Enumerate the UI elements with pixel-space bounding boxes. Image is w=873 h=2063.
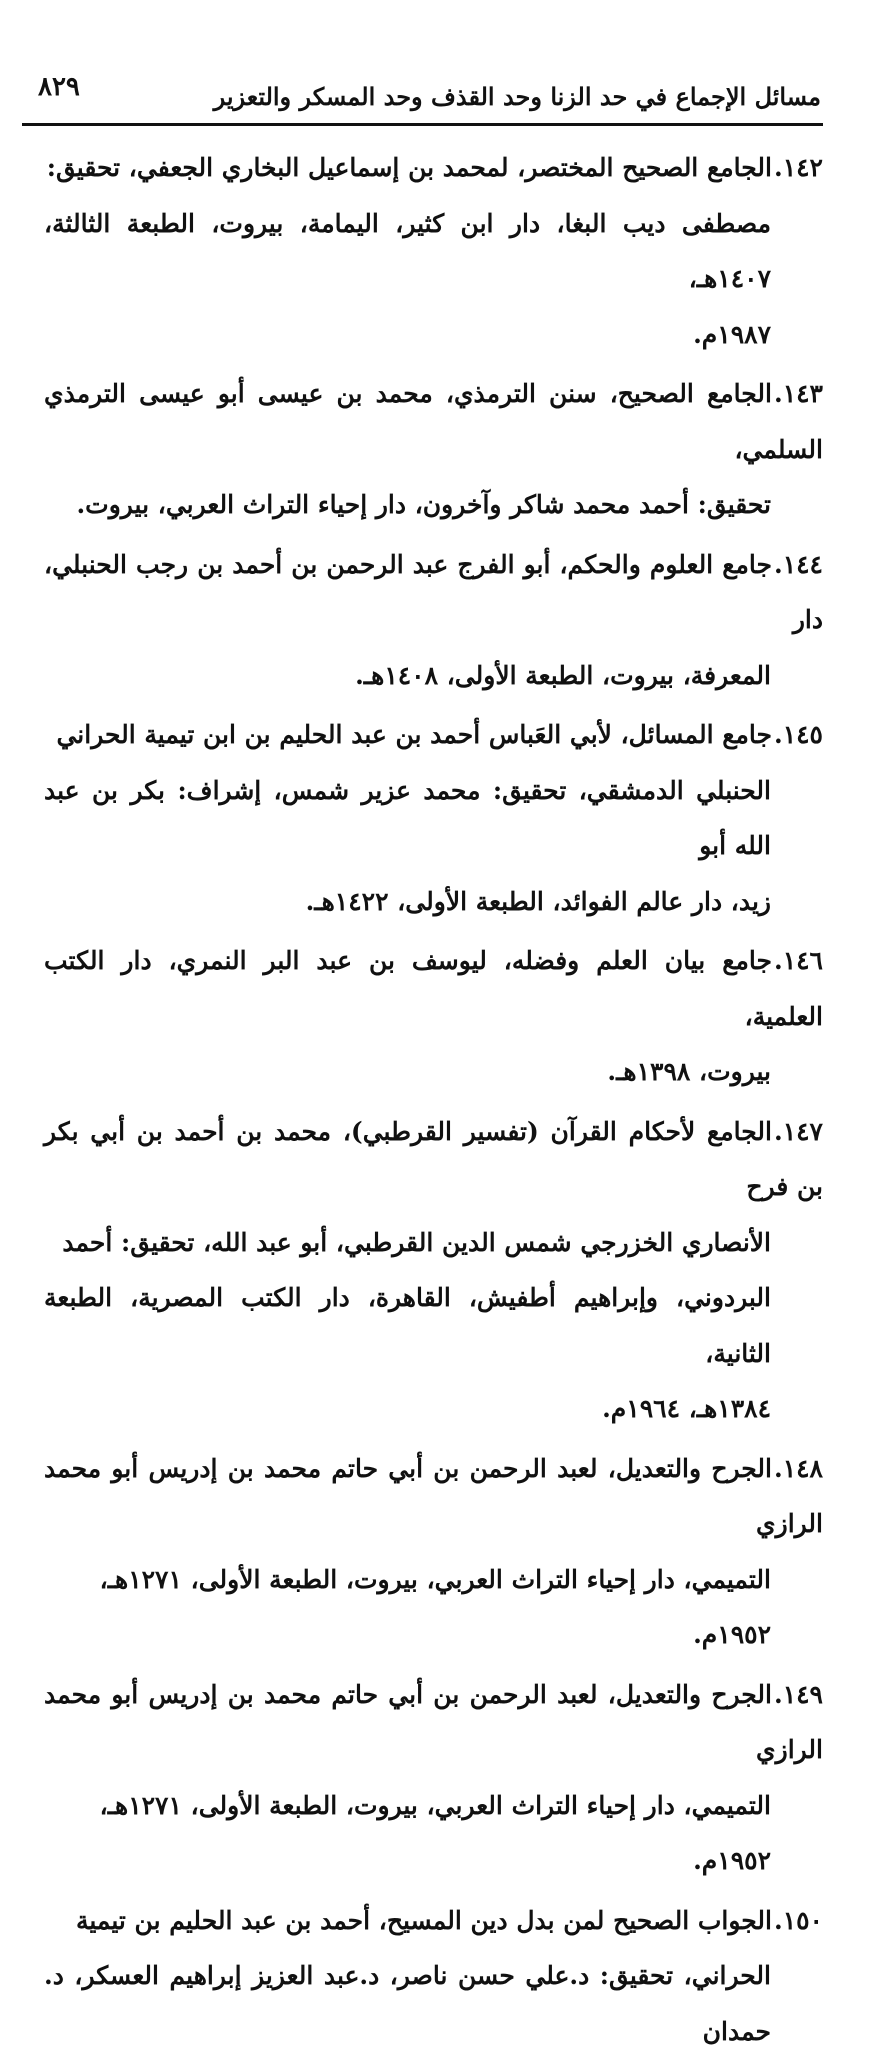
entry-line: ١٩٥٢م.: [693, 1620, 771, 1649]
running-title: مسائل الإجماع في حد الزنا وحد القذف وحد المسكر والتعزير: [213, 82, 821, 111]
entry-number: ١٤٨.: [773, 1453, 823, 1483]
entry-number: ١٤٧.: [773, 1116, 823, 1146]
bibliography-entry-143: [44, 366, 823, 533]
entry-line: جامع بيان العلم وفضله، ليوسف بن عبد البر النمري، دار الكتب العلمية،: [44, 946, 823, 1031]
page-number: ٨٢٩: [38, 72, 80, 102]
entry-line: الحنبلي الدمشقي، تحقيق: محمد عزير شمس، إشراف: بكر بن عبد الله أبو: [44, 775, 771, 860]
entry-line: جامع العلوم والحكم، أبو الفرج عبد الرحمن بن أحمد بن رجب الحنبلي، دار: [44, 549, 823, 634]
entry-line: التميمي، دار إحياء التراث العربي، بيروت، الطبعة الأولى، ١٢٧١هـ،: [99, 1790, 771, 1820]
bibliography-entry-146: [44, 933, 823, 1100]
entry-line: الجامع الصحيح المختصر، لمحمد بن إسماعيل البخاري الجعفي، تحقيق:: [46, 153, 772, 182]
bibliography-entry-147: [44, 1104, 823, 1437]
entry-number: ١٤٥.: [773, 720, 823, 749]
entry-line: الحراني، تحقيق: د.علي حسن ناصر، د.عبد العزيز إبراهيم العسكر، د. حمدان: [44, 1961, 771, 2046]
bibliography-entry-144: [44, 537, 823, 704]
bibliography-entry-150: [44, 1893, 823, 2060]
entry-number: ١٤٣.: [773, 379, 823, 408]
bibliography-entry-145: [44, 707, 823, 929]
bibliography-entry-142: [44, 140, 823, 362]
entry-line: الجرح والتعديل، لعبد الرحمن بن أبي حاتم محمد بن إدريس أبو محمد الرازي: [44, 1453, 823, 1538]
entry-number: ١٤٤.: [773, 549, 823, 579]
bibliography-entry-149: [44, 1667, 823, 1889]
bibliography-entry-148: [44, 1441, 823, 1663]
entry-line: ١٩٥٢م.: [693, 1846, 771, 1875]
entry-line: الجرح والتعديل، لعبد الرحمن بن أبي حاتم محمد بن إدريس أبو محمد الرازي: [44, 1679, 823, 1764]
entry-line: ١٣٨٤هـ، ١٩٦٤م.: [602, 1394, 771, 1423]
entry-number: ١٤٩.: [773, 1679, 823, 1709]
entry-line: المعرفة، بيروت، الطبعة الأولى، ١٤٠٨هـ.: [355, 660, 771, 690]
entry-line: زيد، دار عالم الفوائد، الطبعة الأولى، ١٤٢٢هـ.: [305, 886, 771, 916]
entry-line: البردوني، وإبراهيم أطفيش، القاهرة، دار الكتب المصرية، الطبعة الثانية،: [44, 1283, 771, 1368]
entry-line: الجامع لأحكام القرآن (تفسير القرطبي)، محمد بن أحمد بن أبي بكر بن فرح: [44, 1116, 823, 1201]
entry-line: الأنصاري الخزرجي شمس الدين القرطبي، أبو عبد الله، تحقيق: أحمد: [62, 1227, 771, 1257]
header-rule: [22, 123, 823, 126]
entry-line: تحقيق: أحمد محمد شاكر وآخرون، دار إحياء التراث العربي، بيروت.: [76, 490, 771, 519]
entry-number: ١٤٢.: [773, 153, 823, 182]
entry-line: ١٩٨٧م.: [693, 319, 771, 349]
entry-number: ١٤٦.: [773, 946, 823, 975]
entry-line: جامع المسائل، لأبي العَباس أحمد بن عبد الحليم بن ابن تيمية الحراني: [56, 720, 772, 749]
entry-line: بيروت، ١٣٩٨هـ.: [607, 1057, 771, 1086]
entry-line: الجواب الصحيح لمن بدل دين المسيح، أحمد بن عبد الحليم بن تيمية: [75, 1905, 772, 1935]
running-header: [28, 68, 821, 122]
entry-number: ١٥٠.: [773, 1905, 823, 1935]
entry-line: مصطفى ديب البغا، دار ابن كثير، اليمامة، بيروت، الطبعة الثالثة، ١٤٠٧هـ،: [44, 208, 771, 293]
bibliography-list: [44, 140, 823, 2063]
entry-line: الجامع الصحيح، سنن الترمذي، محمد بن عيسى أبو عيسى الترمذي السلمي،: [44, 379, 823, 464]
entry-line: التميمي، دار إحياء التراث العربي، بيروت، الطبعة الأولى، ١٢٧١هـ،: [99, 1564, 771, 1594]
